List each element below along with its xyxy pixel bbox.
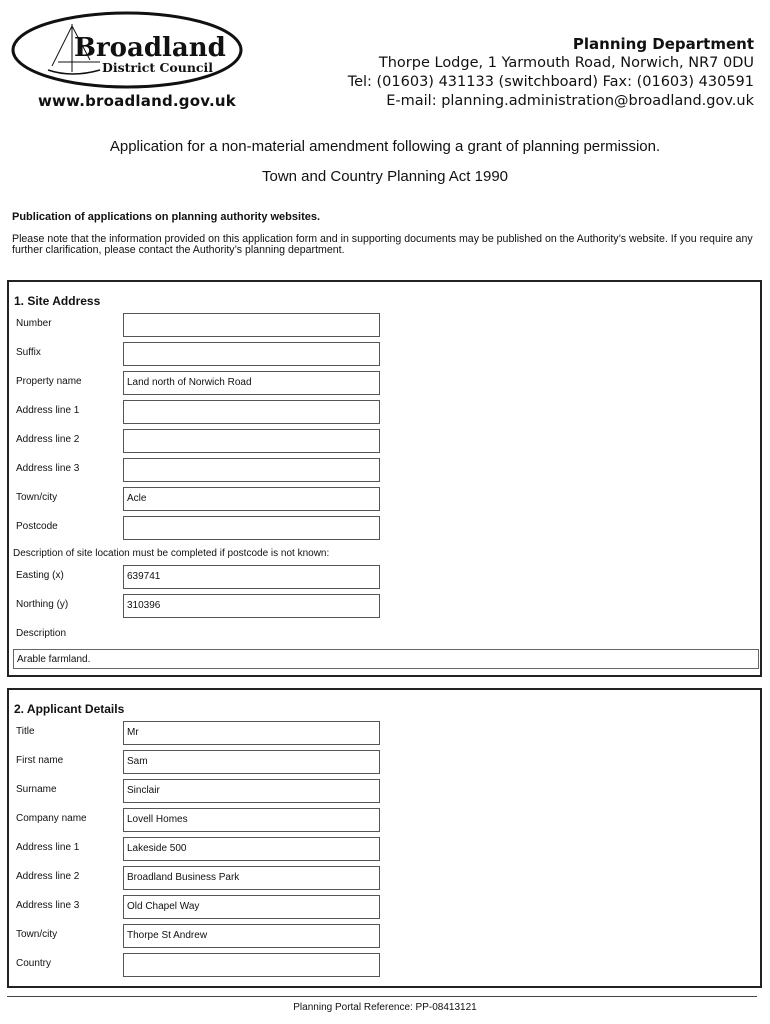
field-label: Easting (x) xyxy=(16,570,64,581)
number-field[interactable] xyxy=(123,313,380,337)
site-address-line-1-field[interactable] xyxy=(123,400,380,424)
form-title: Application for a non-material amendment following a grant of planning permission. xyxy=(109,138,661,155)
field-label: Country xyxy=(16,958,52,969)
location-note: Description of site location must be completed if postcode is not known: xyxy=(13,548,330,559)
site-address-section xyxy=(7,280,762,677)
title-field[interactable]: Mr xyxy=(123,721,380,745)
field-label: Number xyxy=(16,318,52,329)
field-label: Address line 1 xyxy=(16,842,80,853)
field-label: Property name xyxy=(16,376,82,387)
department-contact xyxy=(348,34,754,111)
postcode-field[interactable] xyxy=(123,516,380,540)
country-field[interactable] xyxy=(123,953,380,977)
logo-subtitle: District Council xyxy=(102,60,214,75)
act-title: Town and Country Planning Act 1990 xyxy=(262,168,508,185)
logo-emblem xyxy=(10,10,246,92)
department-email: E-mail: planning.administration@broadland.gov.uk xyxy=(386,93,754,109)
first-name-field[interactable]: Sam xyxy=(123,750,380,774)
applicant-address-line-3-field[interactable]: Old Chapel Way xyxy=(123,895,380,919)
field-label: Description xyxy=(16,628,67,639)
publication-note: Please note that the information provided on this application form and in supporting documents may be published on the Authority’s website. If you require any further clarification, please contact the Authority’s planning department. xyxy=(12,233,753,256)
field-label: Address line 1 xyxy=(16,405,80,416)
easting-field[interactable]: 639741 xyxy=(123,565,380,589)
suffix-field[interactable] xyxy=(123,342,380,366)
description-field[interactable]: Arable farmland. xyxy=(13,649,759,669)
field-label: Northing (y) xyxy=(16,599,69,610)
site-town-field[interactable]: Acle xyxy=(123,487,380,511)
field-label: Town/city xyxy=(16,492,58,503)
publication-heading: Publication of applications on planning authority websites. xyxy=(12,211,321,223)
field-label: Address line 2 xyxy=(16,871,80,882)
applicant-address-line-2-field[interactable]: Broadland Business Park xyxy=(123,866,380,890)
field-label: Address line 3 xyxy=(16,463,80,474)
department-phone: Tel: (01603) 431133 (switchboard) Fax: (01603) 430591 xyxy=(347,74,754,90)
council-logo xyxy=(10,10,246,92)
field-label: Company name xyxy=(16,813,87,824)
logo-name: Broadland xyxy=(74,33,226,63)
applicant-town-field[interactable]: Thorpe St Andrew xyxy=(123,924,380,948)
field-label: Suffix xyxy=(16,347,41,358)
applicant-details-section xyxy=(7,688,762,988)
department-address: Thorpe Lodge, 1 Yarmouth Road, Norwich, NR7 0DU xyxy=(378,55,754,71)
field-label: Surname xyxy=(16,784,57,795)
field-label: Title xyxy=(16,726,35,737)
field-label: Address line 2 xyxy=(16,434,80,445)
portal-reference: Planning Portal Reference: PP-08413121 xyxy=(293,1002,477,1013)
property-name-field[interactable]: Land north of Norwich Road xyxy=(123,371,380,395)
section-title: 1. Site Address xyxy=(14,294,101,308)
surname-field[interactable]: Sinclair xyxy=(123,779,380,803)
company-name-field[interactable]: Lovell Homes xyxy=(123,808,380,832)
applicant-address-line-1-field[interactable]: Lakeside 500 xyxy=(123,837,380,861)
site-address-line-2-field[interactable] xyxy=(123,429,380,453)
northing-field[interactable]: 310396 xyxy=(123,594,380,618)
department-name: Planning Department xyxy=(572,35,754,53)
site-address-line-3-field[interactable] xyxy=(123,458,380,482)
field-label: Address line 3 xyxy=(16,900,80,911)
field-label: Town/city xyxy=(16,929,58,940)
field-label: First name xyxy=(16,755,64,766)
footer-divider xyxy=(7,996,757,997)
website-link[interactable]: www.broadland.gov.uk xyxy=(38,92,236,110)
field-label: Postcode xyxy=(16,521,58,532)
section-title: 2. Applicant Details xyxy=(14,702,125,716)
